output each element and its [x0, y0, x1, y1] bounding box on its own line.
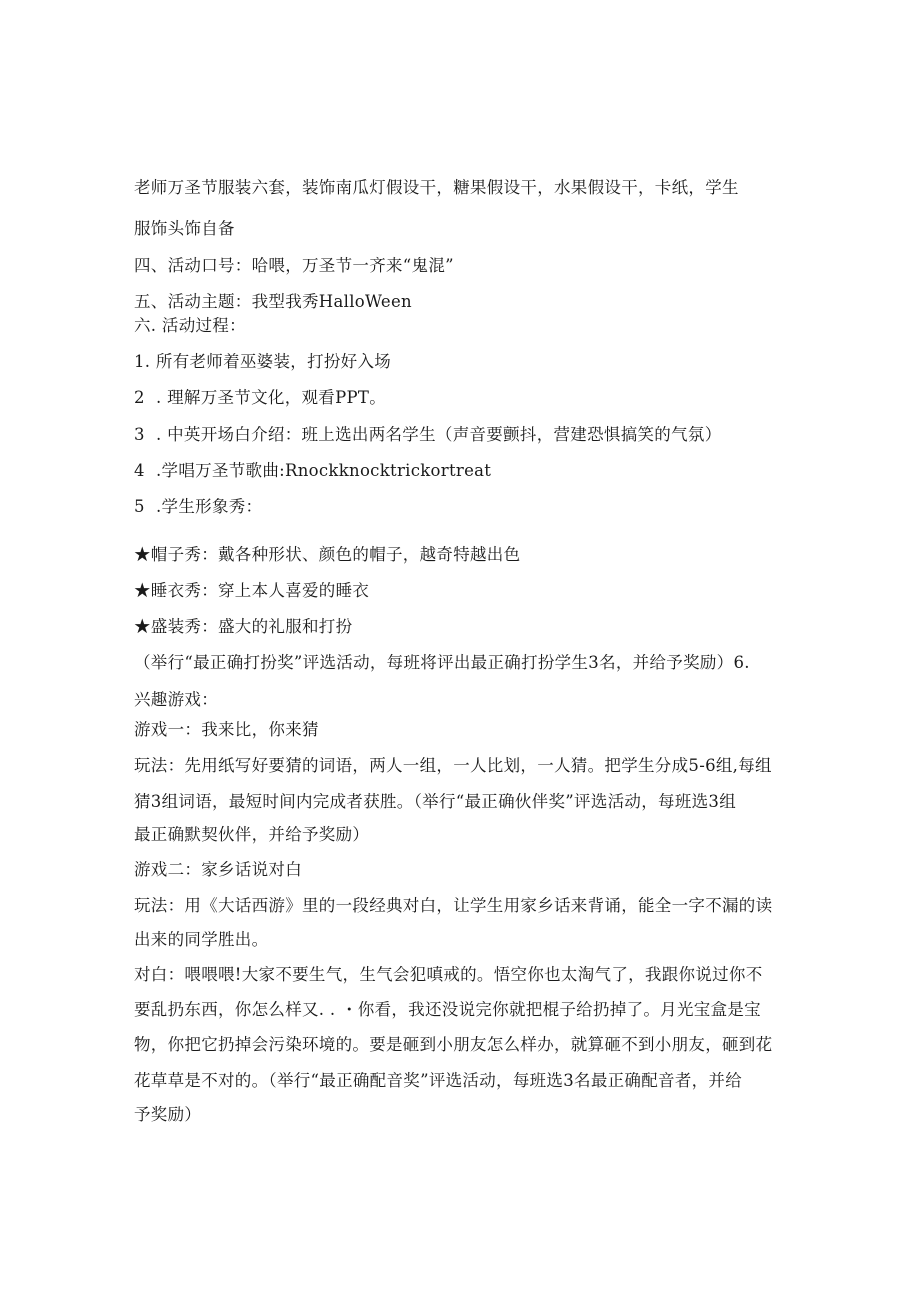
- step-3-number: 3: [134, 425, 145, 444]
- step-2-number: 2: [134, 388, 145, 407]
- theme-line: 五、活动主题：我型我秀HalloWeen: [134, 292, 412, 311]
- step-2: [134, 388, 386, 408]
- step-2-text: . 理解万圣节文化，观看PPT。: [156, 388, 386, 407]
- step-3: [134, 425, 722, 445]
- show-costume: ★盛装秀：盛大的礼服和打扮: [134, 617, 353, 636]
- game-1-title: 游戏一：我来比，你来猜: [134, 720, 319, 739]
- step-5-number: 5: [134, 497, 145, 516]
- game-2-title: 游戏二：家乡话说对白: [134, 860, 302, 879]
- step-5-text: .学生形象秀：: [156, 497, 263, 516]
- game-1-rules-2: 猜3组词语，最短时间内完成者获胜。（举行“最正确伙伴奖”评选活动，每班选3组: [134, 792, 737, 811]
- materials-line-1: 老师万圣节服装六套，装饰南瓜灯假设干，糖果假设干，水果假设干，卡纸，学生: [134, 178, 739, 197]
- process-heading: 六. 活动过程：: [134, 316, 246, 335]
- game-1-rules-1: 玩法：先用纸写好要猜的词语，两人一组，一人比划，一人猜。把学生分成5-6组,每组: [134, 756, 772, 775]
- materials-line-2: 服饰头饰自备: [134, 219, 235, 238]
- game-2-rules-1: 玩法：用《大话西游》里的一段经典对白，让学生用家乡话来背诵，能全一字不漏的读: [134, 896, 773, 915]
- step-5: [134, 497, 262, 517]
- game-1-rules-3: 最正确默契伙伴，并给予奖励）: [134, 825, 370, 844]
- award-dress-line: （举行“最正确打扮奖”评选活动，每班将评出最正确打扮学生3名，并给予奖励）6.: [134, 653, 750, 672]
- dialogue-line-3: 物，你把它扔掉会污染环境的。要是砸到小朋友怎么样办，就算砸不到小朋友，砸到花: [134, 1035, 773, 1054]
- slogan-line: 四、活动口号：哈喂，万圣节一齐来“鬼混”: [134, 256, 454, 275]
- step-3-text: . 中英开场白介绍：班上选出两名学生（声音要颤抖，营建恐惧搞笑的气氛）: [156, 425, 722, 444]
- game-2-rules-2: 出来的同学胜出。: [134, 930, 269, 949]
- step-4: [134, 461, 491, 481]
- show-pajama: ★睡衣秀：穿上本人喜爱的睡衣: [134, 581, 370, 600]
- dialogue-line-1: 对白：喂喂喂!大家不要生气，生气会犯嗔戒的。悟空你也太淘气了，我跟你说过你不: [134, 965, 763, 984]
- dialogue-line-2: 要乱扔东西，你怎么样又. . ・你看，我还没说完你就把棍子给扔掉了。月光宝盒是宝: [134, 1000, 761, 1019]
- step-1: 1. 所有老师着巫婆装，打扮好入场: [134, 352, 392, 371]
- show-hat: ★帽子秀：戴各种形状、颜色的帽子，越奇特越出色: [134, 545, 521, 564]
- step-4-number: 4: [134, 461, 145, 480]
- dialogue-line-5: 予奖励）: [134, 1105, 202, 1124]
- step-4-text: .学唱万圣节歌曲:Rnockknocktrickortreat: [156, 461, 492, 480]
- dialogue-line-4: 花草草是不对的。（举行“最正确配音奖”评选活动，每班选3名最正确配音者，并给: [134, 1071, 743, 1090]
- games-heading: 兴趣游戏：: [134, 690, 218, 709]
